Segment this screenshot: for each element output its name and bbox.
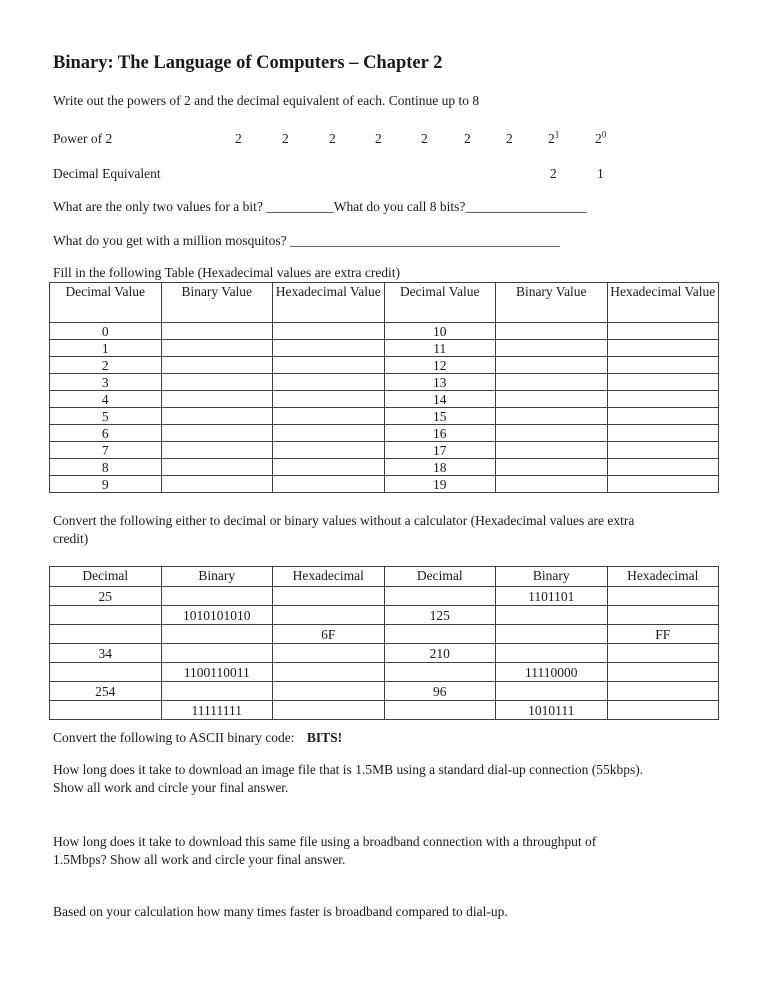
table-cell: [161, 459, 273, 476]
table-cell: [161, 340, 273, 357]
broadband-question-line2: 1.5Mbps? Show all work and circle your final answer.: [53, 852, 346, 867]
table-row: [50, 323, 719, 340]
table-row: [50, 701, 719, 720]
power-base: 2: [595, 131, 602, 146]
table-cell: [607, 323, 719, 340]
table-cell: [161, 374, 273, 391]
table-cell: [496, 340, 608, 357]
table-row: [50, 625, 719, 644]
table-cell: [161, 476, 273, 493]
table-cell: [496, 357, 608, 374]
table-row: [50, 606, 719, 625]
table-cell: 4: [50, 391, 162, 408]
table-cell: 0: [50, 323, 162, 340]
table-cell: 96: [384, 682, 496, 701]
table-cell: 12: [384, 357, 496, 374]
table-cell: [496, 323, 608, 340]
table-cell: [496, 391, 608, 408]
table-cell: [161, 625, 273, 644]
column-header: Hexadecimal Value: [273, 283, 385, 323]
power-base: 2: [548, 131, 555, 146]
table-cell: [384, 587, 496, 606]
table-row: [50, 374, 719, 391]
table-cell: [273, 391, 385, 408]
convert-intro-line2: credit): [53, 531, 89, 546]
column-header: Decimal: [384, 567, 496, 587]
table-cell: 1010111: [496, 701, 608, 720]
table-cell: [496, 606, 608, 625]
table-cell: [607, 663, 719, 682]
table-cell: [273, 408, 385, 425]
table-cell: [161, 587, 273, 606]
table-cell: [496, 644, 608, 663]
table-row: [50, 663, 719, 682]
table-cell: 7: [50, 442, 162, 459]
table-cell: [161, 391, 273, 408]
table-row: [50, 476, 719, 493]
table-cell: [384, 701, 496, 720]
table-cell: 9: [50, 476, 162, 493]
table-cell: [273, 340, 385, 357]
table-cell: 11111111: [161, 701, 273, 720]
table-cell: [273, 374, 385, 391]
power-of-2-row: [53, 131, 713, 147]
table-cell: [273, 663, 385, 682]
column-header: Decimal Value: [384, 283, 496, 323]
table-row: [50, 391, 719, 408]
table-cell: [607, 459, 719, 476]
table-cell: FF: [607, 625, 719, 644]
power-base: 2: [329, 131, 336, 146]
ascii-word: BITS!: [306, 730, 343, 745]
table-cell: 13: [384, 374, 496, 391]
table-cell: [607, 340, 719, 357]
table-cell: [607, 644, 719, 663]
table-cell: [50, 606, 162, 625]
ascii-instruction: [53, 730, 342, 746]
table-cell: [273, 587, 385, 606]
hex-binary-decimal-table: [49, 282, 719, 493]
question-bit-values: What are the only two values for a bit? __________What do you call 8 bits?__________________: [53, 199, 587, 214]
table-header: [50, 283, 719, 323]
table-cell: 6: [50, 425, 162, 442]
conversion-exercise-table: [49, 566, 719, 720]
table-cell: [161, 323, 273, 340]
table-cell: 1: [50, 340, 162, 357]
table-cell: 19: [384, 476, 496, 493]
table-cell: [496, 442, 608, 459]
table-cell: 6F: [273, 625, 385, 644]
table-cell: 14: [384, 391, 496, 408]
table-header: [50, 567, 719, 587]
table-cell: [496, 374, 608, 391]
dialup-question: [53, 761, 721, 797]
table-cell: [496, 425, 608, 442]
power-cell: [464, 131, 488, 147]
fill-table-label: Fill in the following Table (Hexadecimal values are extra credit): [53, 265, 401, 280]
table-cell: 254: [50, 682, 162, 701]
broadband-question: [53, 833, 721, 869]
table-row: [50, 340, 719, 357]
power-exponent: 1: [554, 129, 560, 140]
table-cell: [384, 625, 496, 644]
dialup-question-line2: Show all work and circle your final answer.: [53, 780, 289, 795]
column-header: Binary Value: [496, 283, 608, 323]
table-cell: [161, 425, 273, 442]
power-cell: [375, 131, 399, 147]
table-cell: [273, 323, 385, 340]
table-cell: 11110000: [496, 663, 608, 682]
table-cell: [273, 701, 385, 720]
power-cell: [421, 131, 445, 147]
table-row: [50, 459, 719, 476]
table-cell: 2: [50, 357, 162, 374]
table-cell: 11: [384, 340, 496, 357]
table-cell: 15: [384, 408, 496, 425]
broadband-question-line1: How long does it take to download this same file using a broadband connection with a throughput of: [53, 834, 597, 849]
power-base: 2: [235, 131, 242, 146]
table-row: [50, 425, 719, 442]
table-cell: [273, 425, 385, 442]
table-cell: [607, 391, 719, 408]
table-cell: [607, 587, 719, 606]
table-cell: [496, 476, 608, 493]
table-row: [50, 442, 719, 459]
table-header-row: [50, 283, 719, 323]
table-header-row: [50, 567, 719, 587]
table-cell: [161, 442, 273, 459]
column-header: Hexadecimal: [607, 567, 719, 587]
table-cell: [607, 682, 719, 701]
table-cell: 1101101: [496, 587, 608, 606]
table-cell: 5: [50, 408, 162, 425]
table-cell: [273, 357, 385, 374]
table-row: [50, 408, 719, 425]
table-cell: [496, 408, 608, 425]
page-title: Binary: The Language of Computers – Chapter 2: [53, 53, 443, 73]
table-cell: 8: [50, 459, 162, 476]
table-cell: [50, 701, 162, 720]
convert-intro-text: [53, 512, 721, 548]
table-cell: [607, 374, 719, 391]
table-cell: [273, 476, 385, 493]
table-cell: [496, 682, 608, 701]
table-cell: [607, 408, 719, 425]
table-cell: [161, 644, 273, 663]
table-cell: 10: [384, 323, 496, 340]
table-cell: 18: [384, 459, 496, 476]
table-cell: [161, 357, 273, 374]
table-cell: [384, 663, 496, 682]
table-cell: [273, 682, 385, 701]
decimal-row-label: Decimal Equivalent: [53, 166, 161, 181]
table-cell: [273, 442, 385, 459]
column-header: Hexadecimal: [273, 567, 385, 587]
ascii-instruction-text: Convert the following to ASCII binary code:: [53, 730, 298, 745]
table-cell: 34: [50, 644, 162, 663]
intro-text: Write out the powers of 2 and the decimal equivalent of each. Continue up to 8: [53, 93, 480, 108]
table-row: [50, 357, 719, 374]
table-cell: [161, 408, 273, 425]
column-header: Binary: [496, 567, 608, 587]
column-header: Decimal: [50, 567, 162, 587]
table-row: [50, 644, 719, 663]
power-cell: [548, 131, 572, 147]
power-base: 2: [506, 131, 513, 146]
power-cell: [506, 131, 530, 147]
table-cell: [273, 459, 385, 476]
table-cell: 125: [384, 606, 496, 625]
convert-intro-line1: Convert the following either to decimal or binary values without a calculator (Hexadecimal values are extra: [53, 513, 635, 528]
table-row: [50, 587, 719, 606]
table-cell: [273, 644, 385, 663]
question-mosquito: What do you get with a million mosquitos? ________________________________________: [53, 233, 560, 248]
column-header: Decimal Value: [50, 283, 162, 323]
dialup-question-line1: How long does it take to download an image file that is 1.5MB using a standard dial-up connection (55kbps).: [53, 762, 644, 777]
table-cell: [607, 606, 719, 625]
table-body: [50, 587, 719, 720]
table-body: [50, 323, 719, 493]
decimal-value-cell: 1: [597, 166, 604, 181]
column-header: Binary: [161, 567, 273, 587]
power-cell: [282, 131, 306, 147]
power-cell: [329, 131, 353, 147]
table-row: [50, 682, 719, 701]
table-cell: [607, 357, 719, 374]
table-cell: [50, 625, 162, 644]
table-cell: 210: [384, 644, 496, 663]
table-cell: 16: [384, 425, 496, 442]
decimal-value-cell: 2: [550, 166, 557, 181]
table-cell: 3: [50, 374, 162, 391]
table-cell: [496, 459, 608, 476]
power-base: 2: [282, 131, 289, 146]
faster-question: Based on your calculation how many times faster is broadband compared to dial-up.: [53, 904, 508, 919]
table-cell: [607, 425, 719, 442]
table-cell: [273, 606, 385, 625]
table-cell: 17: [384, 442, 496, 459]
decimal-equivalent-row: [53, 166, 713, 182]
column-header: Hexadecimal Value: [607, 283, 719, 323]
table-cell: [161, 682, 273, 701]
table-cell: [50, 663, 162, 682]
column-header: Binary Value: [161, 283, 273, 323]
power-cell: [235, 131, 259, 147]
table-cell: [607, 442, 719, 459]
power-row-label: Power of 2: [53, 131, 113, 146]
table-cell: [607, 476, 719, 493]
power-exponent: 0: [601, 129, 607, 140]
table-cell: 25: [50, 587, 162, 606]
power-base: 2: [375, 131, 382, 146]
power-base: 2: [421, 131, 428, 146]
table-cell: [607, 701, 719, 720]
table-cell: 1100110011: [161, 663, 273, 682]
power-base: 2: [464, 131, 471, 146]
table-cell: 1010101010: [161, 606, 273, 625]
table-cell: [496, 625, 608, 644]
power-cell: [595, 131, 619, 147]
